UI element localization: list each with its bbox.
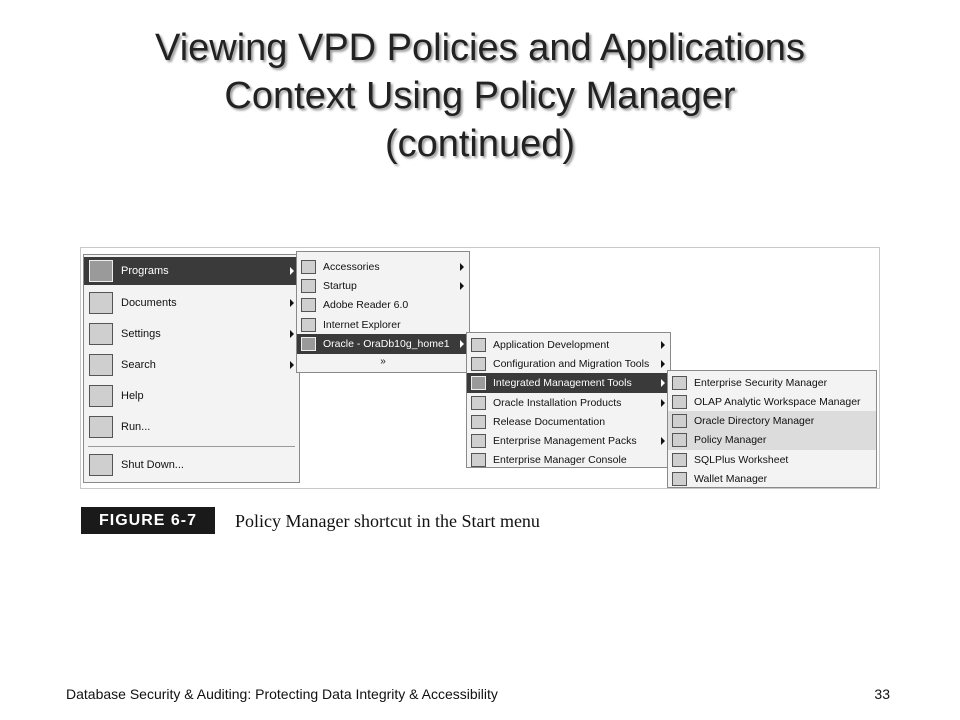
run-icon [89, 416, 113, 438]
folder-icon [301, 260, 316, 274]
folder-icon [471, 396, 486, 410]
folder-icon [301, 279, 316, 293]
olap-icon [672, 395, 687, 409]
programs-item-adobe-reader-label: Adobe Reader 6.0 [323, 298, 409, 311]
programs-item-adobe-reader[interactable] [297, 295, 469, 314]
submenu-arrow-icon [290, 299, 294, 307]
oracle-item-configuration-migration-label: Configuration and Migration Tools [493, 357, 650, 370]
documents-icon [89, 292, 113, 314]
programs-menu [296, 251, 470, 373]
start-item-settings[interactable] [84, 320, 299, 348]
expand-more-icon[interactable]: » [380, 356, 386, 367]
oracle-item-release-documentation[interactable] [467, 412, 670, 431]
oracle-item-installation-products[interactable] [467, 393, 670, 412]
submenu-arrow-icon [460, 340, 464, 348]
tools-item-oracle-directory-manager-label: Oracle Directory Manager [694, 414, 815, 427]
sqlplus-icon [672, 453, 687, 467]
internet-explorer-icon [301, 318, 316, 332]
programs-item-oracle[interactable] [297, 334, 469, 354]
tools-menu [667, 370, 877, 488]
submenu-arrow-icon [460, 263, 464, 271]
start-item-help-label: Help [121, 390, 144, 402]
start-item-search[interactable] [84, 351, 299, 379]
oracle-item-installation-products-label: Oracle Installation Products [493, 396, 622, 409]
footer-course-title: Database Security & Auditing: Protecting Data Integrity & Accessibility [66, 686, 498, 702]
tools-item-enterprise-security-manager-label: Enterprise Security Manager [694, 376, 828, 389]
submenu-arrow-icon [661, 360, 665, 368]
oracle-item-release-documentation-label: Release Documentation [493, 415, 606, 428]
submenu-arrow-icon [290, 361, 294, 369]
adobe-reader-icon [301, 298, 316, 312]
footer-page-number: 33 [874, 686, 890, 702]
submenu-arrow-icon [661, 399, 665, 407]
start-item-shutdown-label: Shut Down... [121, 459, 184, 471]
wallet-icon [672, 472, 687, 486]
start-item-help[interactable] [84, 382, 299, 410]
tools-item-sqlplus-worksheet-label: SQLPlus Worksheet [694, 453, 789, 466]
tools-item-wallet-manager-label: Wallet Manager [694, 472, 768, 485]
programs-item-accessories[interactable] [297, 257, 469, 276]
tools-item-policy-manager[interactable] [668, 430, 876, 450]
submenu-arrow-icon [661, 437, 665, 445]
shutdown-icon [89, 454, 113, 476]
start-item-documents[interactable] [84, 289, 299, 317]
programs-icon [89, 260, 113, 282]
tools-item-policy-manager-label: Policy Manager [694, 434, 767, 446]
settings-icon [89, 323, 113, 345]
tools-item-olap-workspace-manager-label: OLAP Analytic Workspace Manager [694, 395, 861, 408]
folder-icon [471, 357, 486, 371]
submenu-arrow-icon [661, 341, 665, 349]
tools-item-enterprise-security-manager[interactable] [668, 373, 876, 392]
folder-icon [301, 337, 316, 351]
tools-item-olap-workspace-manager[interactable] [668, 392, 876, 411]
submenu-arrow-icon [661, 379, 665, 387]
search-icon [89, 354, 113, 376]
oracle-item-enterprise-manager-console-label: Enterprise Manager Console [493, 453, 627, 466]
slide-title-line-1: Viewing VPD Policies and Applications [155, 27, 805, 69]
help-icon [89, 385, 113, 407]
programs-item-startup-label: Startup [323, 279, 357, 292]
console-icon [471, 453, 486, 467]
oracle-item-enterprise-management-packs[interactable] [467, 431, 670, 450]
start-item-documents-label: Documents [121, 297, 177, 309]
start-menu-separator [88, 446, 295, 447]
document-icon [471, 415, 486, 429]
start-item-programs[interactable] [84, 257, 299, 285]
start-menu [83, 254, 300, 483]
programs-item-oracle-label: Oracle - OraDb10g_home1 [323, 338, 450, 350]
directory-manager-icon [672, 414, 687, 428]
tools-item-oracle-directory-manager[interactable] [668, 411, 876, 430]
slide-title-line-3: (continued) [384, 123, 576, 165]
oracle-item-integrated-management-tools-label: Integrated Management Tools [493, 377, 632, 389]
folder-icon [471, 434, 486, 448]
figure-label: FIGURE 6-7 [81, 507, 215, 534]
tools-item-sqlplus-worksheet[interactable] [668, 450, 876, 469]
start-item-settings-label: Settings [121, 328, 161, 340]
submenu-arrow-icon [290, 267, 294, 275]
folder-icon [471, 338, 486, 352]
slide-title [40, 24, 920, 168]
submenu-arrow-icon [460, 282, 464, 290]
security-manager-icon [672, 376, 687, 390]
oracle-item-enterprise-manager-console[interactable] [467, 450, 670, 469]
start-menu-screenshot [80, 247, 880, 489]
start-item-shutdown[interactable] [84, 451, 299, 479]
programs-item-accessories-label: Accessories [323, 260, 380, 273]
oracle-item-configuration-migration[interactable] [467, 354, 670, 373]
folder-icon [471, 376, 486, 390]
programs-item-startup[interactable] [297, 276, 469, 295]
start-item-run-label: Run... [121, 421, 151, 433]
figure-caption: Policy Manager shortcut in the Start menu [235, 511, 540, 531]
slide-title-line-2: Context Using Policy Manager [224, 75, 736, 117]
oracle-item-application-development[interactable] [467, 335, 670, 354]
policy-manager-icon [672, 433, 687, 447]
submenu-arrow-icon [290, 330, 294, 338]
programs-item-internet-explorer[interactable] [297, 315, 469, 334]
start-item-search-label: Search [121, 359, 156, 371]
oracle-menu [466, 332, 671, 468]
oracle-item-enterprise-management-packs-label: Enterprise Management Packs [493, 434, 637, 447]
oracle-item-application-development-label: Application Development [493, 338, 610, 351]
programs-item-internet-explorer-label: Internet Explorer [323, 318, 401, 331]
oracle-item-integrated-management-tools[interactable] [467, 373, 670, 393]
tools-item-wallet-manager[interactable] [668, 469, 876, 488]
start-item-run[interactable] [84, 413, 299, 441]
start-item-programs-label: Programs [121, 265, 169, 277]
